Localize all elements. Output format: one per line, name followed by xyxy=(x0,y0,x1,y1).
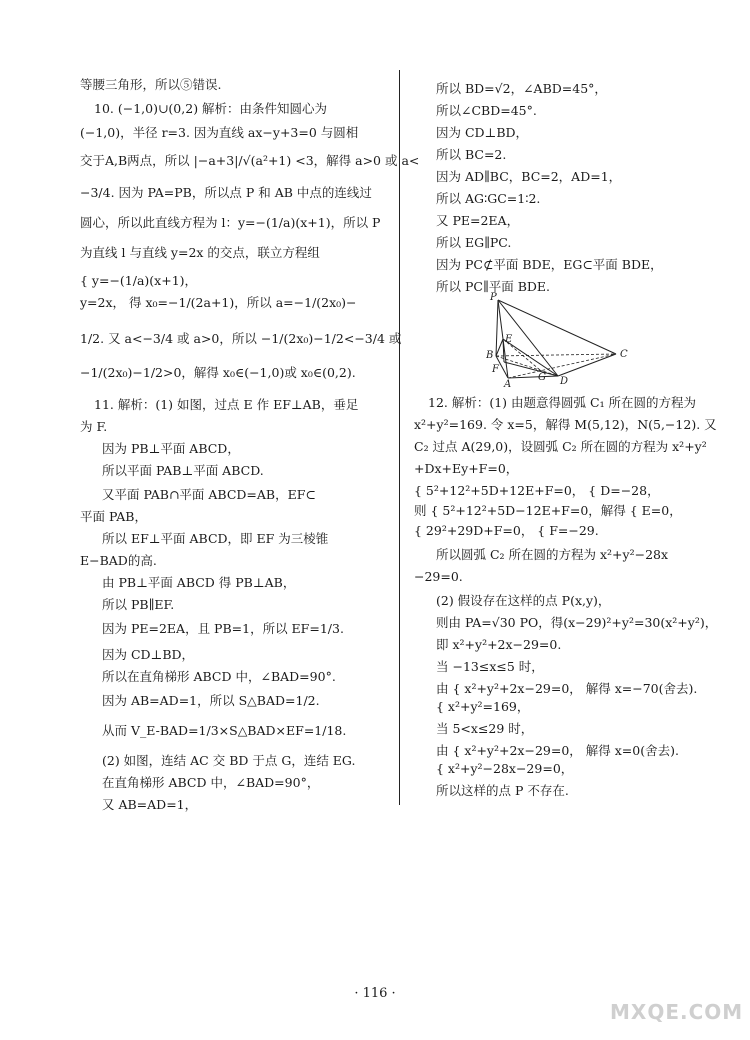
text-line: 平面 PAB， xyxy=(80,509,147,524)
text-line: 所以∠CBD=45°. xyxy=(436,103,537,118)
text-line: (−1,0)，半径 r=3. 因为直线 ax−y+3=0 与圆相 xyxy=(80,125,359,140)
text-line: 又 PE=2EA， xyxy=(436,213,520,228)
text-line: y=2x， 得 x₀=−1/(2a+1)，所以 a=−1/(2x₀)− xyxy=(80,295,357,310)
text-line: 所以平面 PAB⊥平面 ABCD. xyxy=(102,463,264,478)
text-line: 由 { x²+y²+2x−29=0， 解得 x=0(舍去). xyxy=(436,743,679,758)
text-line: 当 −13≤x≤5 时， xyxy=(436,659,544,674)
text-line: 为直线 l 与直线 y=2x 的交点，联立方程组 xyxy=(80,245,320,260)
pyramid-figure xyxy=(486,292,646,388)
text-line: 交于A,B两点，所以 |−a+3|/√(a²+1) <3，解得 a>0 或 a< xyxy=(80,153,420,168)
text-line: E−BAD的高. xyxy=(80,553,157,568)
text-line: { x²+y²−28x−29=0， xyxy=(436,761,574,776)
text-line: 所以 AG∶GC=1∶2. xyxy=(436,191,541,206)
vertex-label-c: C xyxy=(620,349,628,360)
text-line: 又平面 PAB∩平面 ABCD=AB，EF⊂ xyxy=(102,487,316,502)
text-line: 则 { 5²+12²+5D−12E+F=0，解得 { E=0， xyxy=(414,503,682,518)
text-line: (2) 如图，连结 AC 交 BD 于点 G，连结 EG. xyxy=(102,753,356,768)
vertex-label-d: D xyxy=(560,376,569,387)
text-line: 12. 解析：(1) 由题意得圆弧 C₁ 所在圆的方程为 xyxy=(428,395,697,410)
watermark: MXQE.COM xyxy=(610,1000,744,1024)
vertex-label-e: E xyxy=(505,334,513,345)
text-line: 由 PB⊥平面 ABCD 得 PB⊥AB， xyxy=(102,575,296,590)
text-line: 所以这样的点 P 不存在. xyxy=(436,783,569,798)
vertex-label-b: B xyxy=(486,350,494,361)
column-divider xyxy=(399,70,400,805)
text-line: 11. 解析：(1) 如图，过点 E 作 EF⊥AB，垂足 xyxy=(94,397,359,412)
text-line: 所以 BD=√2，∠ABD=45°， xyxy=(436,81,607,96)
text-line: (2) 假设存在这样的点 P(x,y)， xyxy=(436,593,611,608)
text-line: 在直角梯形 ABCD 中，∠BAD=90°， xyxy=(102,775,320,790)
text-line: 为 F. xyxy=(80,419,108,434)
text-line: 因为 CD⊥BD， xyxy=(436,125,529,140)
text-line: 圆心，所以此直线方程为 l：y=−(1/a)(x+1)，所以 P xyxy=(80,215,381,230)
text-line: 因为 AD∥BC，BC=2，AD=1， xyxy=(436,169,622,184)
vertex-label-p: P xyxy=(490,292,497,303)
text-line: 所以 PC∥平面 BDE. xyxy=(436,279,551,294)
page-number: · 116 · xyxy=(354,986,396,1001)
text-line: C₂ 过点 A(29,0)，设圆弧 C₂ 所在圆的方程为 x²+y² xyxy=(414,439,707,454)
text-line: { y=−(1/a)(x+1)， xyxy=(80,273,198,288)
text-line: +Dx+Ey+F=0， xyxy=(414,461,519,476)
text-line: 因为 PE=2EA，且 PB=1，所以 EF=1/3. xyxy=(102,621,344,636)
text-line: 因为 PB⊥平面 ABCD， xyxy=(102,441,240,456)
text-line: 当 5<x≤29 时， xyxy=(436,721,534,736)
text-line: 1/2. 又 a<−3/4 或 a>0，所以 −1/(2x₀)−1/2<−3/4 或 xyxy=(80,331,402,346)
text-line: x²+y²=169. 令 x=5，解得 M(5,12)，N(5,−12). 又 xyxy=(414,417,717,432)
text-line: 即 x²+y²+2x−29=0. xyxy=(436,637,562,652)
text-line: 因为 AB=AD=1，所以 S△BAD=1/2. xyxy=(102,693,320,708)
text-line: 又 AB=AD=1， xyxy=(102,797,198,812)
text-line: 由 { x²+y²+2x−29=0， 解得 x=−70(舍去). xyxy=(436,681,698,696)
text-line: 等腰三角形，所以⑤错误. xyxy=(80,77,222,92)
text-line: { 5²+12²+5D+12E+F=0， { D=−28， xyxy=(414,483,660,498)
text-line: 所以 EG∥PC. xyxy=(436,235,512,250)
text-line: 从而 V_E-BAD=1/3×S△BAD×EF=1/18. xyxy=(102,723,347,738)
text-line: 10. (−1,0)∪(0,2) 解析：由条件知圆心为 xyxy=(94,101,328,116)
text-line: 所以 BC=2. xyxy=(436,147,507,162)
text-line: 所以 EF⊥平面 ABCD，即 EF 为三棱锥 xyxy=(102,531,329,546)
text-line: 所以圆弧 C₂ 所在圆的方程为 x²+y²−28x xyxy=(436,547,669,562)
vertex-label-f: F xyxy=(492,364,499,375)
text-line: 所以 PB∥EF. xyxy=(102,597,175,612)
text-line: 因为 CD⊥BD， xyxy=(102,647,195,662)
text-line: −1/(2x₀)−1/2>0，解得 x₀∈(−1,0)或 x₀∈(0,2). xyxy=(80,365,356,380)
text-line: 则由 PA=√30 PO，得(x−29)²+y²=30(x²+y²)， xyxy=(436,615,718,630)
text-line: 所以在直角梯形 ABCD 中，∠BAD=90°. xyxy=(102,669,336,684)
text-line: 因为 PC⊄平面 BDE，EG⊂平面 BDE， xyxy=(436,257,663,272)
vertex-label-a: A xyxy=(504,379,512,388)
text-line: −3/4. 因为 PA=PB，所以点 P 和 AB 中点的连线过 xyxy=(80,185,372,200)
text-line: { x²+y²=169， xyxy=(436,699,530,714)
text-line: −29=0. xyxy=(414,569,463,584)
vertex-label-g: G xyxy=(538,372,546,383)
text-line: { 29²+29D+F=0， { F=−29. xyxy=(414,523,599,538)
